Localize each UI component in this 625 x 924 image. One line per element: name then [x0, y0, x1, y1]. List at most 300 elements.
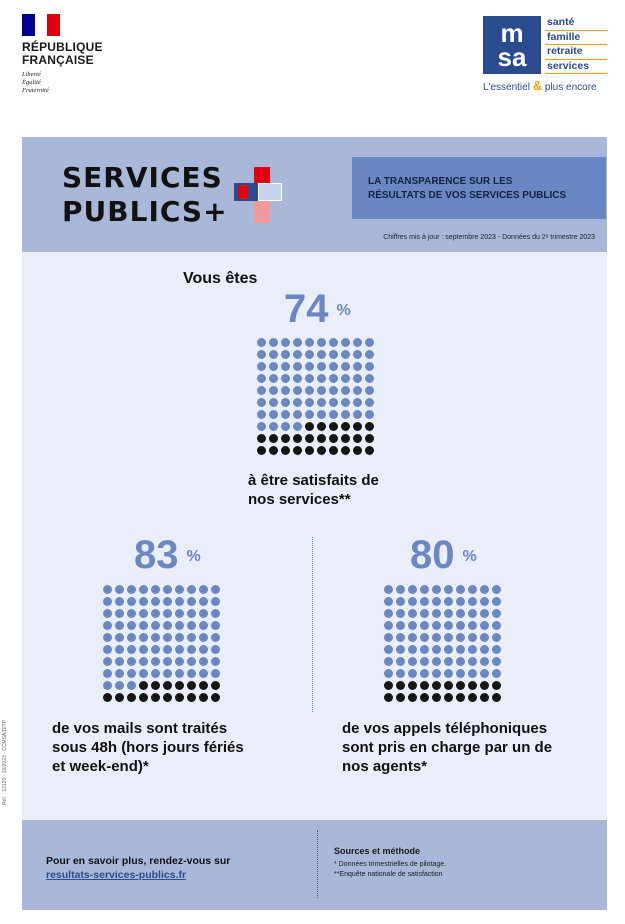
percent-dot: [329, 350, 338, 359]
mails-dot-grid: [103, 585, 220, 702]
percent-dot: [384, 657, 393, 666]
percent-dot: [468, 585, 477, 594]
percent-dot: [468, 669, 477, 678]
percent-dot: [269, 362, 278, 371]
percent-dot: [199, 633, 208, 642]
percent-dot: [305, 422, 314, 431]
percent-dot: [103, 597, 112, 606]
percent-dot: [341, 446, 350, 455]
percent-dot: [127, 657, 136, 666]
percent-dot: [305, 374, 314, 383]
percent-dot: [492, 681, 501, 690]
percent-dot: [151, 633, 160, 642]
percent-dot: [384, 621, 393, 630]
percent-dot: [163, 645, 172, 654]
msa-logo: [483, 16, 611, 93]
percent-dot: [408, 669, 417, 678]
percent-dot: [480, 693, 489, 702]
learn-more: Pour en savoir plus, rendez-vous sur resultats-services-publics.fr: [46, 855, 231, 881]
percent-dot: [432, 693, 441, 702]
percent-dot: [341, 386, 350, 395]
percent-dot: [353, 350, 362, 359]
percent-dot: [269, 338, 278, 347]
percent-dot: [103, 693, 112, 702]
services-publics-plus-icon: [232, 167, 282, 223]
document-reference: Réf. : 12120 - 10/2023 - CCMSA/DITP: [2, 719, 8, 805]
percent-dot: [281, 422, 290, 431]
percent-dot: [139, 597, 148, 606]
percent-dot: [281, 338, 290, 347]
percent-dot: [365, 422, 374, 431]
percent-dot: [420, 657, 429, 666]
percent-dot: [175, 633, 184, 642]
percent-dot: [384, 645, 393, 654]
percent-dot: [305, 362, 314, 371]
percent-dot: [115, 681, 124, 690]
percent-dot: [257, 350, 266, 359]
percent-dot: [175, 621, 184, 630]
percent-dot: [293, 386, 302, 395]
percent-dot: [456, 645, 465, 654]
percent-dot: [175, 645, 184, 654]
percent-dot: [317, 338, 326, 347]
percent-dot: [257, 434, 266, 443]
percent-dot: [353, 386, 362, 395]
percent-dot: [257, 410, 266, 419]
percent-dot: [480, 657, 489, 666]
percent-dot: [199, 645, 208, 654]
percent-dot: [317, 446, 326, 455]
percent-dot: [281, 446, 290, 455]
msa-item: santé: [545, 16, 607, 31]
percent-dot: [199, 681, 208, 690]
percent-dot: [139, 621, 148, 630]
percent-dot: [456, 621, 465, 630]
percent-dot: [139, 681, 148, 690]
percent-dot: [432, 597, 441, 606]
percent-dot: [211, 693, 220, 702]
republique-francaise-logo: [22, 14, 132, 95]
percent-dot: [432, 585, 441, 594]
update-date: Chiffres mis à jour : septembre 2023 - Données du 2ᵉ trimestre 2023: [383, 234, 595, 241]
percent-dot: [257, 446, 266, 455]
percent-dot: [420, 681, 429, 690]
percent-dot: [127, 597, 136, 606]
percent-dot: [151, 609, 160, 618]
msa-item: retraite: [545, 45, 607, 60]
percent-dot: [305, 350, 314, 359]
percent-dot: [456, 669, 465, 678]
percent-dot: [444, 597, 453, 606]
percent-dot: [257, 422, 266, 431]
percent-dot: [396, 633, 405, 642]
percent-dot: [365, 446, 374, 455]
percent-dot: [151, 597, 160, 606]
percent-dot: [115, 633, 124, 642]
percent-dot: [432, 657, 441, 666]
percent-dot: [199, 657, 208, 666]
percent-dot: [353, 374, 362, 383]
percent-dot: [492, 657, 501, 666]
percent-dot: [281, 362, 290, 371]
footer-divider: [317, 830, 318, 898]
services-publics-title: SERVICES PUBLICS+: [62, 161, 228, 228]
percent-dot: [317, 362, 326, 371]
percent-dot: [305, 434, 314, 443]
percent-dot: [269, 350, 278, 359]
percent-dot: [211, 609, 220, 618]
percent-dot: [211, 633, 220, 642]
percent-dot: [365, 410, 374, 419]
percent-dot: [420, 693, 429, 702]
percent-dot: [139, 633, 148, 642]
satisfaction-dot-grid: [257, 338, 374, 455]
percent-dot: [163, 657, 172, 666]
percent-dot: [365, 434, 374, 443]
percent-dot: [432, 681, 441, 690]
percent-dot: [115, 669, 124, 678]
transparency-box: LA TRANSPARENCE SUR LES RÉSULTATS DE VOS SERVICES PUBLICS: [352, 157, 606, 219]
percent-dot: [139, 693, 148, 702]
percent-dot: [353, 362, 362, 371]
percent-dot: [103, 669, 112, 678]
percent-dot: [329, 434, 338, 443]
percent-dot: [175, 597, 184, 606]
percent-dot: [211, 669, 220, 678]
percent-dot: [257, 374, 266, 383]
percent-dot: [103, 585, 112, 594]
percent-dot: [151, 621, 160, 630]
percent-dot: [444, 681, 453, 690]
percent-dot: [396, 645, 405, 654]
percent-dot: [211, 681, 220, 690]
percent-dot: [139, 609, 148, 618]
percent-dot: [293, 446, 302, 455]
percent-dot: [103, 633, 112, 642]
percent-dot: [293, 410, 302, 419]
satisfaction-label: à être satisfaits de nos services**: [248, 472, 379, 508]
percent-dot: [317, 386, 326, 395]
percent-dot: [115, 657, 124, 666]
percent-dot: [432, 669, 441, 678]
percent-dot: [187, 669, 196, 678]
percent-dot: [468, 621, 477, 630]
percent-dot: [456, 633, 465, 642]
percent-dot: [163, 633, 172, 642]
percent-dot: [269, 446, 278, 455]
percent-dot: [432, 633, 441, 642]
percent-dot: [329, 362, 338, 371]
percent-dot: [187, 657, 196, 666]
percent-dot: [163, 693, 172, 702]
percent-dot: [269, 410, 278, 419]
satisfaction-intro: Vous êtes: [183, 270, 258, 287]
website-link[interactable]: resultats-services-publics.fr: [46, 869, 187, 881]
msa-item: services: [545, 60, 607, 75]
percent-dot: [187, 693, 196, 702]
percent-dot: [199, 621, 208, 630]
percent-dot: [163, 621, 172, 630]
percent-dot: [269, 386, 278, 395]
percent-dot: [269, 374, 278, 383]
percent-dot: [127, 681, 136, 690]
calls-value: 80 %: [410, 533, 477, 577]
percent-dot: [444, 645, 453, 654]
percent-dot: [127, 609, 136, 618]
percent-dot: [127, 669, 136, 678]
percent-dot: [175, 693, 184, 702]
percent-dot: [281, 374, 290, 383]
percent-dot: [492, 597, 501, 606]
percent-dot: [396, 681, 405, 690]
percent-dot: [408, 657, 417, 666]
percent-dot: [151, 681, 160, 690]
percent-dot: [293, 350, 302, 359]
percent-dot: [468, 681, 477, 690]
percent-dot: [187, 621, 196, 630]
percent-dot: [305, 338, 314, 347]
percent-dot: [365, 386, 374, 395]
percent-dot: [396, 669, 405, 678]
percent-dot: [396, 657, 405, 666]
percent-dot: [329, 422, 338, 431]
percent-dot: [115, 585, 124, 594]
percent-dot: [384, 633, 393, 642]
percent-dot: [293, 338, 302, 347]
percent-dot: [175, 669, 184, 678]
percent-dot: [317, 398, 326, 407]
percent-dot: [269, 398, 278, 407]
percent-dot: [127, 645, 136, 654]
percent-dot: [365, 398, 374, 407]
percent-dot: [480, 609, 489, 618]
percent-dot: [281, 434, 290, 443]
percent-dot: [175, 657, 184, 666]
percent-dot: [480, 621, 489, 630]
percent-dot: [432, 609, 441, 618]
percent-dot: [329, 386, 338, 395]
source-note: * Données trimestrielles de pilotage.: [334, 861, 447, 868]
percent-dot: [199, 669, 208, 678]
percent-dot: [139, 669, 148, 678]
percent-dot: [384, 609, 393, 618]
percent-dot: [444, 609, 453, 618]
percent-dot: [456, 681, 465, 690]
percent-dot: [365, 338, 374, 347]
percent-dot: [139, 585, 148, 594]
percent-dot: [211, 621, 220, 630]
percent-dot: [175, 609, 184, 618]
percent-dot: [269, 422, 278, 431]
percent-dot: [257, 362, 266, 371]
percent-dot: [396, 609, 405, 618]
mails-label: de vos mails sont traités sous 48h (hors jours fériés et week-end)*: [52, 720, 244, 775]
percent-dot: [444, 657, 453, 666]
percent-dot: [103, 609, 112, 618]
percent-dot: [115, 597, 124, 606]
percent-dot: [408, 645, 417, 654]
percent-dot: [396, 693, 405, 702]
percent-dot: [151, 657, 160, 666]
percent-dot: [444, 621, 453, 630]
percent-dot: [293, 434, 302, 443]
percent-dot: [163, 597, 172, 606]
percent-dot: [305, 410, 314, 419]
mails-value: 83 %: [134, 533, 201, 577]
percent-dot: [468, 609, 477, 618]
percent-dot: [480, 633, 489, 642]
percent-dot: [384, 669, 393, 678]
percent-dot: [115, 693, 124, 702]
services-publics-banner: [22, 137, 607, 252]
percent-dot: [420, 633, 429, 642]
percent-dot: [420, 609, 429, 618]
percent-dot: [293, 422, 302, 431]
percent-dot: [341, 338, 350, 347]
percent-dot: [384, 681, 393, 690]
percent-dot: [151, 585, 160, 594]
percent-dot: [456, 657, 465, 666]
percent-dot: [127, 633, 136, 642]
percent-dot: [444, 633, 453, 642]
percent-dot: [468, 645, 477, 654]
source-note: **Enquête nationale de satisfaction: [334, 871, 443, 878]
percent-dot: [432, 645, 441, 654]
percent-dot: [199, 693, 208, 702]
percent-dot: [492, 669, 501, 678]
percent-dot: [317, 350, 326, 359]
percent-dot: [456, 597, 465, 606]
percent-dot: [408, 681, 417, 690]
percent-dot: [103, 657, 112, 666]
percent-dot: [305, 446, 314, 455]
percent-dot: [492, 621, 501, 630]
percent-dot: [163, 609, 172, 618]
percent-dot: [127, 621, 136, 630]
msa-services-list: [545, 16, 607, 74]
rf-name: RÉPUBLIQUE FRANÇAISE: [22, 40, 103, 67]
percent-dot: [353, 446, 362, 455]
percent-dot: [492, 585, 501, 594]
percent-dot: [384, 693, 393, 702]
percent-dot: [420, 645, 429, 654]
percent-dot: [396, 597, 405, 606]
satisfaction-value: 74 %: [284, 287, 351, 331]
percent-dot: [353, 338, 362, 347]
percent-dot: [269, 434, 278, 443]
percent-dot: [492, 645, 501, 654]
percent-dot: [187, 585, 196, 594]
percent-dot: [139, 657, 148, 666]
percent-dot: [492, 693, 501, 702]
percent-dot: [353, 398, 362, 407]
percent-dot: [480, 669, 489, 678]
percent-dot: [293, 374, 302, 383]
percent-dot: [353, 410, 362, 419]
percent-dot: [444, 669, 453, 678]
percent-dot: [384, 585, 393, 594]
percent-dot: [317, 422, 326, 431]
percent-dot: [365, 350, 374, 359]
stats-section: [22, 252, 607, 820]
percent-dot: [187, 609, 196, 618]
percent-dot: [175, 585, 184, 594]
calls-dot-grid: [384, 585, 501, 702]
percent-dot: [151, 693, 160, 702]
percent-dot: [408, 621, 417, 630]
percent-dot: [281, 398, 290, 407]
percent-dot: [281, 410, 290, 419]
percent-dot: [420, 621, 429, 630]
percent-dot: [127, 585, 136, 594]
percent-dot: [408, 585, 417, 594]
percent-dot: [420, 597, 429, 606]
percent-dot: [444, 693, 453, 702]
percent-dot: [492, 609, 501, 618]
percent-dot: [163, 585, 172, 594]
percent-dot: [175, 681, 184, 690]
msa-logo-mark: m sa: [483, 16, 541, 74]
percent-dot: [420, 585, 429, 594]
percent-dot: [353, 422, 362, 431]
percent-dot: [293, 398, 302, 407]
percent-dot: [115, 621, 124, 630]
percent-dot: [317, 410, 326, 419]
percent-dot: [281, 386, 290, 395]
percent-dot: [456, 585, 465, 594]
percent-dot: [329, 410, 338, 419]
percent-dot: [432, 621, 441, 630]
percent-dot: [341, 434, 350, 443]
percent-dot: [365, 374, 374, 383]
percent-dot: [151, 669, 160, 678]
percent-dot: [444, 585, 453, 594]
percent-dot: [329, 398, 338, 407]
percent-dot: [329, 446, 338, 455]
percent-dot: [103, 621, 112, 630]
percent-dot: [480, 597, 489, 606]
percent-dot: [317, 374, 326, 383]
percent-dot: [127, 693, 136, 702]
percent-dot: [480, 645, 489, 654]
percent-dot: [257, 338, 266, 347]
percent-dot: [187, 633, 196, 642]
percent-dot: [211, 597, 220, 606]
percent-dot: [199, 609, 208, 618]
percent-dot: [492, 633, 501, 642]
percent-dot: [293, 362, 302, 371]
percent-dot: [163, 669, 172, 678]
percent-dot: [341, 422, 350, 431]
percent-dot: [480, 585, 489, 594]
percent-dot: [211, 645, 220, 654]
percent-dot: [408, 693, 417, 702]
percent-dot: [468, 693, 477, 702]
percent-dot: [353, 434, 362, 443]
percent-dot: [211, 657, 220, 666]
msa-item: famille: [545, 31, 607, 46]
percent-dot: [187, 597, 196, 606]
percent-dot: [151, 645, 160, 654]
percent-dot: [115, 645, 124, 654]
percent-dot: [468, 633, 477, 642]
msa-tagline: L'essentiel & plus encore: [483, 78, 597, 93]
percent-dot: [408, 633, 417, 642]
percent-dot: [199, 597, 208, 606]
percent-dot: [456, 693, 465, 702]
percent-dot: [420, 669, 429, 678]
percent-dot: [103, 645, 112, 654]
